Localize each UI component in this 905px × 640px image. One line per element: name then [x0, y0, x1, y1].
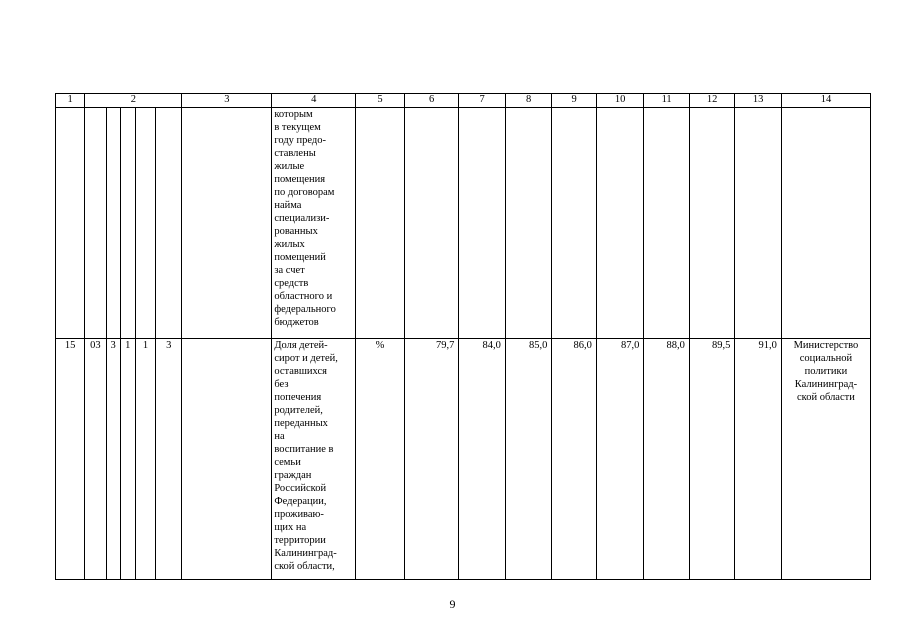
page-number: 9 — [449, 597, 456, 611]
owner-cell: Министерство социальной политики Калининград- ской области — [781, 339, 870, 580]
value-cell: 88,0 — [644, 339, 690, 580]
value-cell — [505, 108, 552, 339]
header-cell: 6 — [404, 94, 459, 108]
code-cell: 03 — [85, 339, 106, 580]
header-cell: 4 — [272, 94, 356, 108]
table-row — [56, 339, 871, 580]
value-cell: 79,7 — [404, 339, 459, 580]
code-cell — [135, 108, 155, 339]
value-cell: 84,0 — [459, 339, 506, 580]
value-cell — [459, 108, 506, 339]
column-3-cell — [182, 339, 272, 580]
header-cell: 14 — [781, 94, 870, 108]
code-cell: 3 — [156, 339, 182, 580]
value-cell — [552, 108, 596, 339]
header-cell: 7 — [459, 94, 506, 108]
value-cell: 86,0 — [552, 339, 596, 580]
code-cell: 1 — [120, 339, 135, 580]
indicator-table — [55, 93, 871, 580]
code-cell: 3 — [106, 339, 120, 580]
header-cell: 12 — [689, 94, 735, 108]
code-cell — [106, 108, 120, 339]
indicator-description: Доля детей- сирот и детей, оставшихся без попечения родителей, переданных на воспитание в семьи граждан Российской Федерации, проживаю- щих на территории Калининград- ской области, — [272, 339, 356, 580]
code-cell — [120, 108, 135, 339]
column-3-cell — [182, 108, 272, 339]
header-cell: 8 — [505, 94, 552, 108]
value-cell — [596, 108, 644, 339]
value-cell: 85,0 — [505, 339, 552, 580]
header-cell: 5 — [356, 94, 405, 108]
header-cell: 11 — [644, 94, 690, 108]
value-cell — [644, 108, 690, 339]
owner-cell — [781, 108, 870, 339]
indicator-description: которым в текущем году предо- ставлены жилые помещения по договорам найма специализи- рованных жилых помещений за счет средств областного и федерального бюджетов — [272, 108, 356, 339]
unit-cell — [356, 108, 405, 339]
table-row — [56, 108, 871, 339]
header-row — [56, 94, 871, 108]
code-cell — [85, 108, 106, 339]
row-number-cell — [56, 108, 85, 339]
header-cell: 13 — [735, 94, 782, 108]
header-cell: 10 — [596, 94, 644, 108]
value-cell: 87,0 — [596, 339, 644, 580]
value-cell: 91,0 — [735, 339, 782, 580]
unit-cell: % — [356, 339, 405, 580]
code-cell: 1 — [135, 339, 155, 580]
code-cell — [156, 108, 182, 339]
value-cell — [689, 108, 735, 339]
row-number-cell: 15 — [56, 339, 85, 580]
header-cell: 9 — [552, 94, 596, 108]
header-cell: 3 — [182, 94, 272, 108]
value-cell: 89,5 — [689, 339, 735, 580]
value-cell — [735, 108, 782, 339]
header-cell: 1 — [56, 94, 85, 108]
header-cell: 2 — [85, 94, 182, 108]
value-cell — [404, 108, 459, 339]
